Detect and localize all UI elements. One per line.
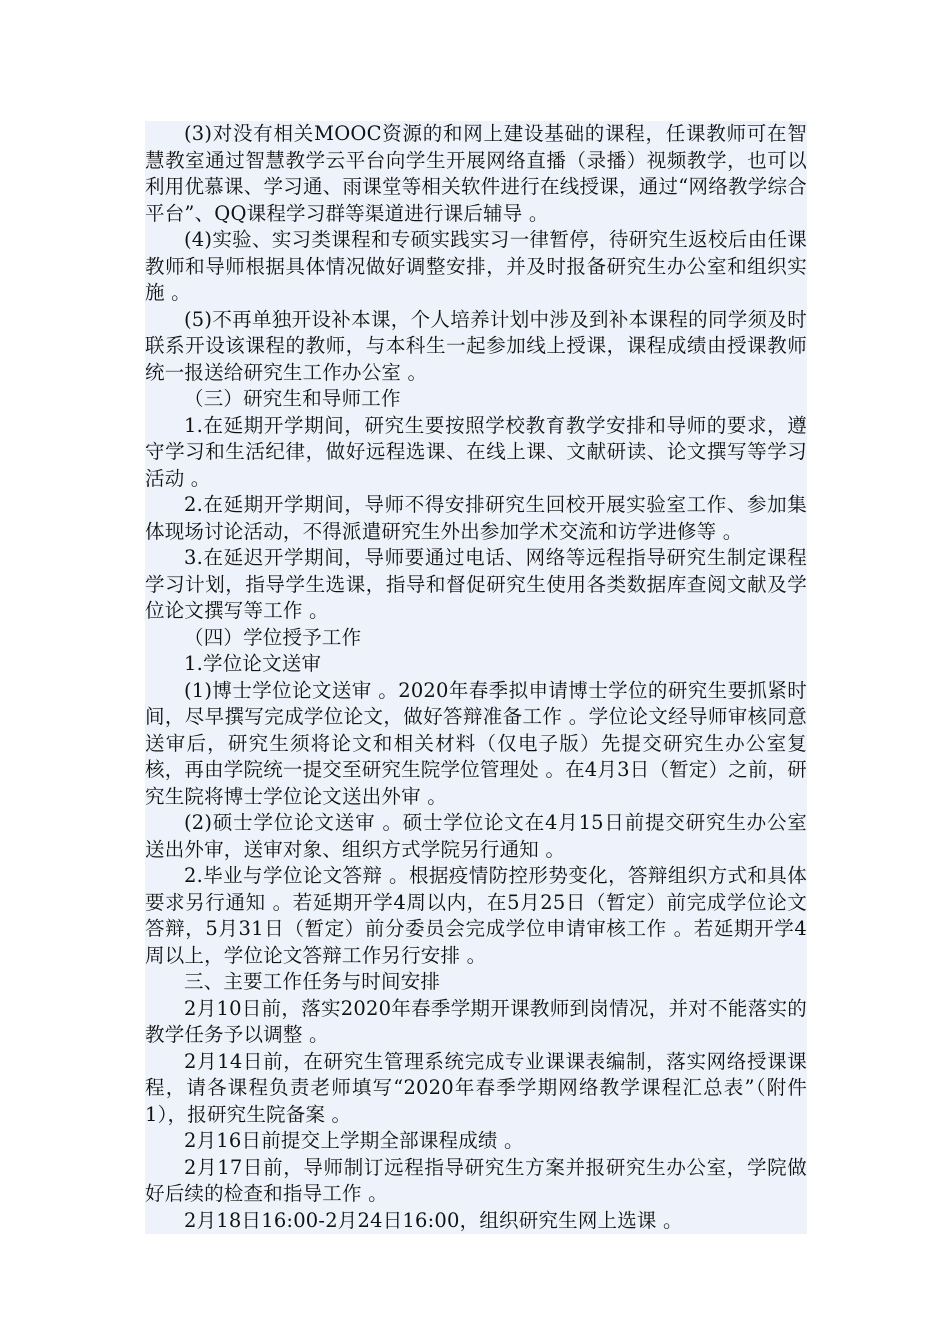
paragraph-remote-guidance: 3.在延迟开学期间，导师要通过电话、网络等远程指导研究生制定课程学习计划，指导学生选课，指导和督促研究生使用各类数据库查阅文献及学位论文撰写等工作 。 xyxy=(145,546,807,622)
paragraph-mooc-live-teaching: (3)对没有相关MOOC资源的和网上建设基础的课程，任课教师可在智慧教室通过智慧教学云平台向学生开展网络直播（录播）视频教学，也可以利用优慕课、学习通、雨课堂等相关软件进行在线授课，通过“网络教学综合平台”、QQ课程学习群等渠道进行课后辅导 。 xyxy=(145,122,807,225)
schedule-item-feb-18: 2月18日16:00-2月24日16:00，组织研究生网上选课 。 xyxy=(184,1208,683,1232)
paragraph-thesis-defense: 2.毕业与学位论文答辩 。根据疫情防控形势变化，答辩组织方式和具体要求另行通知 。若延期开学4周以内，在5月25日（暂定）前完成学位论文答辩，5月31日（暂定）前分委员会完成学位申请审核工作 。若延期开学4周以上，学位论文答辩工作另行安排 。 xyxy=(145,864,807,967)
schedule-item-feb-16: 2月16日前提交上学期全部课程成绩 。 xyxy=(184,1129,524,1152)
paragraph-supplementary-courses: (5)不再单独开设补本课，个人培养计划中涉及到补本课程的同学须及时联系开设该课程的教师，与本科生一起参加线上授课，课程成绩由授课教师统一报送给研究生工作办公室 。 xyxy=(145,307,807,384)
section-heading-schedule: 三、主要工作任务与时间安排 xyxy=(184,970,441,993)
schedule-item-feb-10: 2月10日前，落实2020年春季学期开课教师到岗情况，并对不能落实的教学任务予以调整 。 xyxy=(145,996,807,1046)
paragraph-doctoral-thesis-review: (1)博士学位论文送审 。2020年春季拟申请博士学位的研究生要抓紧时间，尽早撰写完成学位论文，做好答辩准备工作 。学位论文经导师审核同意送审后，研究生须将论文和相关材料（仅电子版）先提交研究生办公室复核，再由学院统一提交至研究生院学位管理处 。在4月3日（暂定）之前，研究生院将博士学位论文送出外审 。 xyxy=(145,678,808,808)
schedule-item-feb-17: 2月17日前，导师制订远程指导研究生方案并报研究生办公室，学院做好后续的检查和指导工作 。 xyxy=(145,1155,807,1205)
section-heading-degree-award: （四）学位授予工作 xyxy=(184,625,362,649)
paragraph-student-study: 1.在延期开学期间，研究生要按照学校教育教学安排和导师的要求，遵守学习和生活纪律，做好远程选课、在线上课、文献研读、论文撰写等学习活动 。 xyxy=(145,413,807,490)
subheading-thesis-review: 1.学位论文送审 xyxy=(184,652,322,675)
paragraph-advisor-restrictions: 2.在延期开学期间，导师不得安排研究生回校开展实验室工作、参加集体现场讨论活动，不得派遣研究生外出参加学术交流和访学进修等 。 xyxy=(145,493,807,543)
section-heading-students-advisors: （三）研究生和导师工作 xyxy=(184,387,401,410)
paragraph-master-thesis-review: (2)硕士学位论文送审 。硕士学位论文在4月15日前提交研究生办公室送出外审，送审对象、组织方式学院另行通知 。 xyxy=(145,811,807,861)
schedule-item-feb-14: 2月14日前，在研究生管理系统完成专业课课表编制，落实网络授课课程，请各课程负责老师填写“2020年春季学期网络教学课程汇总表”（附件1），报研究生院备案 。 xyxy=(145,1049,807,1126)
paragraph-lab-internship-suspended: (4)实验、实习类课程和专硕实践实习一律暂停，待研究生返校后由任课教师和导师根据具体情况做好调整安排，并及时报备研究生办公室和组织实施 。 xyxy=(145,228,807,304)
document-body xyxy=(145,121,807,1234)
